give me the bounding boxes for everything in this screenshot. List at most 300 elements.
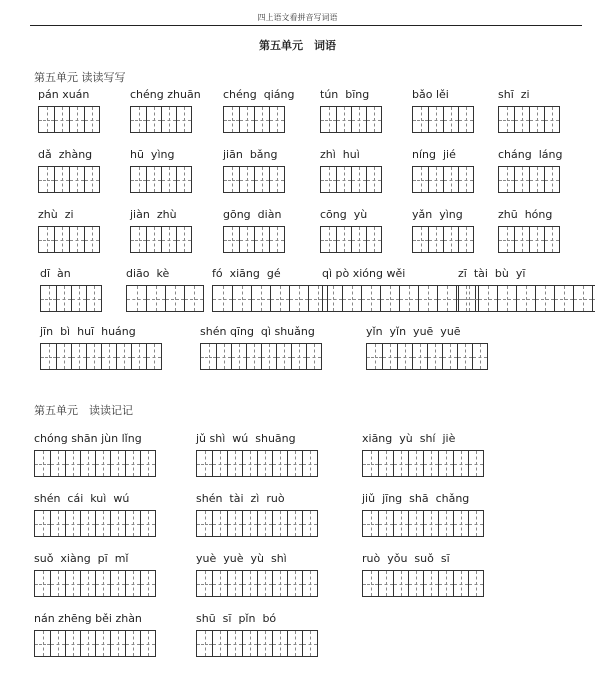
grid-half-cell <box>224 227 239 252</box>
pinyin-label: hū yìng <box>130 148 175 161</box>
grid-half-cell <box>366 227 381 252</box>
grid-half-cell <box>69 227 84 252</box>
grid-half-cell <box>212 451 227 476</box>
pinyin-label: pán xuán <box>38 88 90 101</box>
grid-half-cell <box>573 286 592 311</box>
section1-word-item <box>38 148 100 193</box>
section2-word-item <box>34 612 156 657</box>
grid-half-cell <box>71 344 86 369</box>
grid-half-cell <box>453 511 468 536</box>
grid-half-cell <box>242 571 257 596</box>
grid-half-cell <box>427 344 442 369</box>
writing-grid[interactable] <box>40 285 102 312</box>
grid-half-cell <box>65 631 80 656</box>
grid-half-cell <box>408 571 423 596</box>
writing-grid[interactable] <box>34 510 156 537</box>
grid-half-cell <box>41 344 56 369</box>
pinyin-label: suǒ xiàng pī mǐ <box>34 552 129 565</box>
grid-half-cell <box>378 451 393 476</box>
writing-grid[interactable] <box>498 106 560 133</box>
grid-half-cell <box>257 511 272 536</box>
section1-word-item <box>498 208 560 253</box>
grid-half-cell <box>516 286 535 311</box>
page-title: 第五单元 词语 <box>259 39 336 52</box>
pinyin-label: chóng shān jùn lǐng <box>34 432 142 445</box>
grid-half-cell <box>50 511 65 536</box>
grid-half-cell <box>287 631 302 656</box>
grid-half-cell <box>529 167 544 192</box>
section2-word-item <box>362 432 484 477</box>
grid-half-cell <box>224 167 239 192</box>
grid-half-cell <box>289 286 308 311</box>
section2-word-item <box>196 552 318 597</box>
writing-grid[interactable] <box>40 343 162 370</box>
grid-half-cell <box>458 107 473 132</box>
grid-half-cell <box>146 107 161 132</box>
pinyin-label: tún bīng <box>320 88 370 101</box>
grid-half-cell <box>86 286 101 311</box>
writing-grid[interactable] <box>212 285 328 312</box>
grid-half-cell <box>54 107 69 132</box>
grid-half-cell <box>468 571 483 596</box>
grid-half-cell <box>499 227 514 252</box>
section1-word-item <box>498 148 562 193</box>
grid-half-cell <box>287 571 302 596</box>
grid-half-cell <box>239 227 254 252</box>
pinyin-label: zhì huì <box>320 148 360 161</box>
grid-half-cell <box>443 227 458 252</box>
grid-half-cell <box>176 107 191 132</box>
grid-half-cell <box>227 511 242 536</box>
grid-half-cell <box>35 631 50 656</box>
grid-half-cell <box>212 631 227 656</box>
grid-half-cell <box>393 511 408 536</box>
grid-half-cell <box>140 631 155 656</box>
writing-grid[interactable] <box>458 285 595 312</box>
section1-word-item <box>223 208 285 253</box>
grid-half-cell <box>269 227 284 252</box>
grid-half-cell <box>302 451 317 476</box>
grid-half-cell <box>453 451 468 476</box>
grid-half-cell <box>39 167 54 192</box>
section1-word-item <box>366 325 488 370</box>
grid-half-cell <box>69 167 84 192</box>
grid-half-cell <box>227 631 242 656</box>
grid-half-cell <box>80 451 95 476</box>
grid-half-cell <box>408 511 423 536</box>
writing-grid[interactable] <box>38 226 100 253</box>
pinyin-label: jiǔ jīng shā chǎng <box>362 492 470 505</box>
writing-grid[interactable] <box>196 570 318 597</box>
grid-half-cell <box>197 631 212 656</box>
grid-half-cell <box>212 511 227 536</box>
section1-word-item <box>40 267 102 312</box>
grid-half-cell <box>125 511 140 536</box>
grid-half-cell <box>544 107 559 132</box>
grid-half-cell <box>50 451 65 476</box>
section1-word-item <box>320 148 382 193</box>
grid-half-cell <box>257 451 272 476</box>
section1-word-item <box>320 88 382 133</box>
grid-half-cell <box>321 107 336 132</box>
grid-half-cell <box>84 167 99 192</box>
grid-half-cell <box>54 167 69 192</box>
writing-grid[interactable] <box>130 226 192 253</box>
section1-word-item <box>130 148 192 193</box>
grid-half-cell <box>239 167 254 192</box>
grid-half-cell <box>110 511 125 536</box>
grid-half-cell <box>321 227 336 252</box>
pinyin-label: ruò yǒu suǒ sī <box>362 552 450 565</box>
grid-half-cell <box>408 451 423 476</box>
grid-half-cell <box>41 286 56 311</box>
writing-grid[interactable] <box>196 450 318 477</box>
section2-word-item <box>34 552 156 597</box>
grid-half-cell <box>423 571 438 596</box>
grid-half-cell <box>116 344 131 369</box>
section2-word-item <box>196 612 318 657</box>
grid-half-cell <box>302 571 317 596</box>
section1-word-item <box>320 208 382 253</box>
pinyin-label: cōng yù <box>320 208 368 221</box>
writing-grid[interactable] <box>320 106 382 133</box>
pinyin-label: cháng láng <box>498 148 563 161</box>
grid-half-cell <box>161 107 176 132</box>
grid-half-cell <box>110 571 125 596</box>
grid-half-cell <box>428 227 443 252</box>
section1-word-item <box>212 267 328 312</box>
grid-half-cell <box>272 511 287 536</box>
writing-grid[interactable] <box>320 226 382 253</box>
grid-half-cell <box>423 511 438 536</box>
section1-word-item <box>498 88 560 133</box>
grid-half-cell <box>413 167 428 192</box>
grid-half-cell <box>131 167 146 192</box>
writing-grid[interactable] <box>38 166 100 193</box>
grid-half-cell <box>478 286 497 311</box>
grid-half-cell <box>554 286 573 311</box>
grid-half-cell <box>131 344 146 369</box>
pinyin-label: qì pò xióng wěi <box>322 267 406 280</box>
grid-half-cell <box>291 344 306 369</box>
grid-half-cell <box>499 167 514 192</box>
grid-half-cell <box>428 107 443 132</box>
grid-half-cell <box>363 511 378 536</box>
writing-grid[interactable] <box>34 630 156 657</box>
pinyin-label: yuè yuè yù shì <box>196 552 287 565</box>
writing-grid[interactable] <box>366 343 488 370</box>
section1-word-item <box>412 148 474 193</box>
grid-half-cell <box>257 631 272 656</box>
grid-half-cell <box>499 107 514 132</box>
grid-half-cell <box>458 167 473 192</box>
grid-half-cell <box>184 286 203 311</box>
writing-grid[interactable] <box>126 285 204 312</box>
grid-half-cell <box>393 571 408 596</box>
section1-word-item <box>40 325 162 370</box>
grid-half-cell <box>176 227 191 252</box>
section1-word-item <box>412 88 474 133</box>
pinyin-label: shén tài zì ruò <box>196 492 285 505</box>
grid-half-cell <box>397 344 412 369</box>
pinyin-label: shén cái kuì wú <box>34 492 130 505</box>
writing-grid[interactable] <box>320 166 382 193</box>
grid-half-cell <box>71 286 86 311</box>
grid-half-cell <box>393 451 408 476</box>
pinyin-label: níng jié <box>412 148 456 161</box>
grid-half-cell <box>468 511 483 536</box>
page-header: 四上语文看拼音写词语 <box>257 13 338 22</box>
writing-grid[interactable] <box>130 166 192 193</box>
grid-half-cell <box>95 571 110 596</box>
grid-half-cell <box>95 451 110 476</box>
grid-half-cell <box>378 571 393 596</box>
grid-half-cell <box>65 511 80 536</box>
writing-grid[interactable] <box>362 510 484 537</box>
grid-half-cell <box>127 286 146 311</box>
grid-half-cell <box>287 451 302 476</box>
grid-half-cell <box>302 631 317 656</box>
pinyin-label: dǎ zhàng <box>38 148 93 161</box>
grid-half-cell <box>56 344 71 369</box>
grid-half-cell <box>323 286 342 311</box>
grid-half-cell <box>378 511 393 536</box>
grid-half-cell <box>514 227 529 252</box>
grid-half-cell <box>529 227 544 252</box>
grid-half-cell <box>110 631 125 656</box>
writing-grid[interactable] <box>34 450 156 477</box>
grid-half-cell <box>458 227 473 252</box>
grid-half-cell <box>242 451 257 476</box>
grid-half-cell <box>80 631 95 656</box>
grid-half-cell <box>270 286 289 311</box>
grid-half-cell <box>131 227 146 252</box>
grid-half-cell <box>363 571 378 596</box>
grid-half-cell <box>242 631 257 656</box>
grid-half-cell <box>125 451 140 476</box>
grid-half-cell <box>443 167 458 192</box>
writing-grid[interactable] <box>498 166 560 193</box>
grid-half-cell <box>125 571 140 596</box>
section1-word-item <box>130 208 192 253</box>
grid-half-cell <box>412 344 427 369</box>
grid-half-cell <box>212 571 227 596</box>
grid-half-cell <box>65 571 80 596</box>
grid-half-cell <box>269 107 284 132</box>
grid-half-cell <box>287 511 302 536</box>
grid-half-cell <box>306 344 321 369</box>
grid-half-cell <box>232 286 251 311</box>
section1-word-item <box>200 325 322 370</box>
grid-half-cell <box>146 167 161 192</box>
grid-half-cell <box>39 107 54 132</box>
grid-half-cell <box>80 511 95 536</box>
grid-half-cell <box>176 167 191 192</box>
pinyin-label: yǐn yǐn yuē yuē <box>366 325 461 338</box>
grid-half-cell <box>201 344 216 369</box>
writing-grid[interactable] <box>362 450 484 477</box>
grid-half-cell <box>453 571 468 596</box>
grid-half-cell <box>438 571 453 596</box>
grid-half-cell <box>437 286 456 311</box>
grid-half-cell <box>272 451 287 476</box>
grid-half-cell <box>140 571 155 596</box>
grid-half-cell <box>197 571 212 596</box>
grid-half-cell <box>224 107 239 132</box>
pinyin-label: dī àn <box>40 267 71 280</box>
grid-half-cell <box>529 107 544 132</box>
writing-grid[interactable] <box>34 570 156 597</box>
grid-half-cell <box>101 344 116 369</box>
section1-word-item <box>322 267 476 312</box>
grid-half-cell <box>197 511 212 536</box>
pinyin-label: gōng diàn <box>223 208 282 221</box>
grid-half-cell <box>161 227 176 252</box>
grid-half-cell <box>442 344 457 369</box>
grid-half-cell <box>165 286 184 311</box>
grid-half-cell <box>146 286 165 311</box>
grid-half-cell <box>443 107 458 132</box>
section2-word-item <box>196 492 318 537</box>
grid-half-cell <box>146 227 161 252</box>
writing-grid[interactable] <box>38 106 100 133</box>
grid-half-cell <box>457 344 472 369</box>
grid-half-cell <box>269 167 284 192</box>
pinyin-label: shū sī pǐn bó <box>196 612 277 625</box>
grid-half-cell <box>535 286 554 311</box>
grid-half-cell <box>146 344 161 369</box>
pinyin-label: shén qīng qì shuǎng <box>200 325 315 338</box>
grid-half-cell <box>351 107 366 132</box>
writing-grid[interactable] <box>196 510 318 537</box>
grid-half-cell <box>35 511 50 536</box>
grid-half-cell <box>399 286 418 311</box>
grid-half-cell <box>382 344 397 369</box>
writing-grid[interactable] <box>412 166 474 193</box>
grid-half-cell <box>366 107 381 132</box>
grid-half-cell <box>227 571 242 596</box>
section1-word-item <box>38 88 100 133</box>
pinyin-label: diāo kè <box>126 267 170 280</box>
grid-half-cell <box>363 451 378 476</box>
grid-half-cell <box>361 286 380 311</box>
grid-half-cell <box>110 451 125 476</box>
pinyin-label: fó xiāng gé <box>212 267 281 280</box>
grid-half-cell <box>246 344 261 369</box>
grid-half-cell <box>54 227 69 252</box>
writing-grid[interactable] <box>196 630 318 657</box>
section1-word-item <box>458 267 595 312</box>
writing-grid[interactable] <box>412 226 474 253</box>
section1-word-item <box>412 208 474 253</box>
grid-half-cell <box>35 571 50 596</box>
grid-half-cell <box>56 286 71 311</box>
grid-half-cell <box>50 631 65 656</box>
grid-half-cell <box>65 451 80 476</box>
writing-grid[interactable] <box>223 106 285 133</box>
grid-half-cell <box>95 631 110 656</box>
grid-half-cell <box>459 286 478 311</box>
pinyin-label: jiàn zhù <box>130 208 177 221</box>
grid-half-cell <box>428 167 443 192</box>
grid-half-cell <box>468 451 483 476</box>
grid-half-cell <box>84 107 99 132</box>
grid-half-cell <box>514 107 529 132</box>
grid-half-cell <box>231 344 246 369</box>
grid-half-cell <box>336 167 351 192</box>
grid-half-cell <box>251 286 270 311</box>
grid-half-cell <box>242 511 257 536</box>
writing-grid[interactable] <box>223 166 285 193</box>
grid-half-cell <box>336 227 351 252</box>
grid-half-cell <box>125 631 140 656</box>
grid-half-cell <box>80 571 95 596</box>
section-heading-read-remember: 第五单元 读读记记 <box>34 404 133 417</box>
section2-word-item <box>34 492 156 537</box>
writing-grid[interactable] <box>322 285 476 312</box>
grid-half-cell <box>197 451 212 476</box>
section-heading-read-write: 第五单元 读读写写 <box>34 71 126 84</box>
grid-half-cell <box>161 167 176 192</box>
section2-word-item <box>196 432 318 477</box>
grid-half-cell <box>321 167 336 192</box>
grid-half-cell <box>239 107 254 132</box>
writing-grid[interactable] <box>498 226 560 253</box>
writing-grid[interactable] <box>223 226 285 253</box>
pinyin-label: zhū hóng <box>498 208 553 221</box>
grid-half-cell <box>84 227 99 252</box>
section2-word-item <box>362 552 484 597</box>
section1-word-item <box>223 148 285 193</box>
grid-half-cell <box>351 227 366 252</box>
writing-grid[interactable] <box>130 106 192 133</box>
grid-half-cell <box>213 286 232 311</box>
grid-half-cell <box>272 631 287 656</box>
header-rule <box>30 25 582 26</box>
writing-grid[interactable] <box>200 343 322 370</box>
section1-word-item <box>38 208 100 253</box>
grid-half-cell <box>39 227 54 252</box>
grid-half-cell <box>272 571 287 596</box>
grid-half-cell <box>367 344 382 369</box>
grid-half-cell <box>50 571 65 596</box>
grid-half-cell <box>380 286 399 311</box>
section1-word-item <box>130 88 201 133</box>
section2-word-item <box>362 492 484 537</box>
grid-half-cell <box>216 344 231 369</box>
grid-half-cell <box>86 344 101 369</box>
grid-half-cell <box>438 511 453 536</box>
grid-half-cell <box>95 511 110 536</box>
grid-half-cell <box>35 451 50 476</box>
section1-word-item <box>126 267 204 312</box>
grid-half-cell <box>302 511 317 536</box>
grid-half-cell <box>131 107 146 132</box>
pinyin-label: jǔ shì wú shuāng <box>196 432 296 445</box>
grid-half-cell <box>254 167 269 192</box>
pinyin-label: jīn bì huī huáng <box>40 325 136 338</box>
pinyin-label: chéng zhuān <box>130 88 201 101</box>
grid-half-cell <box>418 286 437 311</box>
writing-grid[interactable] <box>412 106 474 133</box>
grid-half-cell <box>366 167 381 192</box>
grid-half-cell <box>336 107 351 132</box>
writing-grid[interactable] <box>362 570 484 597</box>
grid-half-cell <box>257 571 272 596</box>
grid-half-cell <box>342 286 361 311</box>
grid-half-cell <box>276 344 291 369</box>
grid-half-cell <box>254 107 269 132</box>
